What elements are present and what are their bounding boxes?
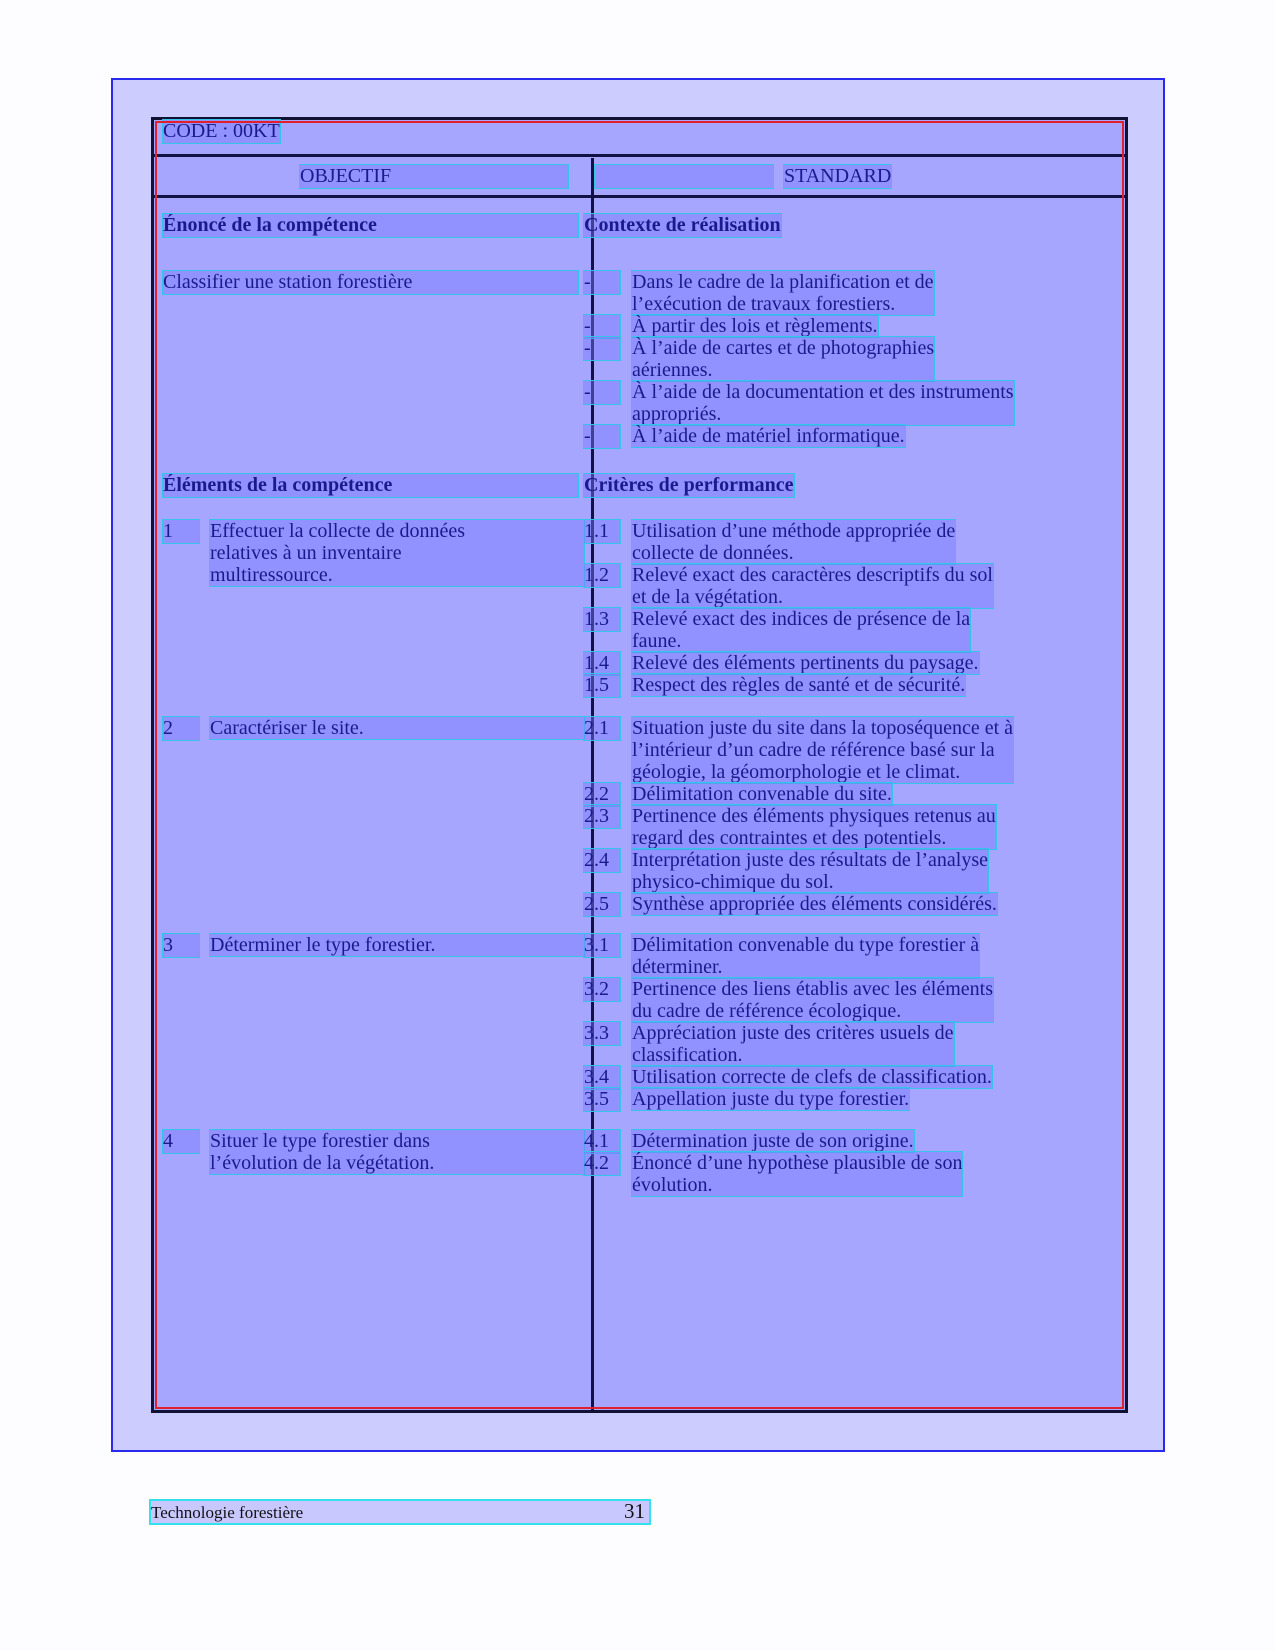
criterion-text: [632, 608, 970, 652]
criterion-number: 3.2: [584, 978, 620, 1001]
criterion-text: [632, 652, 979, 674]
criterion-text: [632, 1022, 954, 1066]
criterion-number: 1.2: [584, 564, 620, 587]
criterion-text: [632, 1130, 914, 1152]
context-item: [632, 381, 1014, 425]
criterion-text: [632, 1066, 992, 1088]
element-text: [210, 1130, 584, 1174]
context-bullet: -: [584, 271, 620, 294]
criterion-text: [632, 978, 993, 1022]
context-bullet: -: [584, 425, 620, 448]
criterion-number: 2.1: [584, 717, 620, 740]
text-line: Utilisation d’une méthode appropriée de: [632, 520, 956, 542]
header-divider-top: [154, 154, 1125, 157]
context-item: [632, 271, 934, 315]
context-item: [632, 315, 878, 337]
text-line: classification.: [632, 1044, 743, 1066]
text-line: faune.: [632, 630, 682, 652]
text-line: À l’aide de la documentation et des instruments: [632, 381, 1014, 403]
text-line: regard des contraintes et des potentiels.: [632, 827, 947, 849]
text-line: Interprétation juste des résultats de l’analyse: [632, 849, 988, 871]
competence-statement-title: Énoncé de la compétence: [163, 214, 578, 237]
criterion-number: 1.1: [584, 520, 620, 543]
criteria-title: Critères de performance: [584, 474, 794, 496]
criterion-number: 2.5: [584, 893, 620, 916]
criterion-number: 3.4: [584, 1066, 620, 1089]
header-divider-bottom: [154, 195, 1125, 198]
element-text: [210, 717, 584, 739]
text-line: Appréciation juste des critères usuels de: [632, 1022, 954, 1044]
text-line: Situer le type forestier dans: [210, 1130, 430, 1152]
criterion-text: [632, 1088, 909, 1110]
elements-title: Éléments de la compétence: [163, 474, 578, 497]
header-highlight-bar: [595, 165, 773, 188]
text-line: Dans le cadre de la planification et de: [632, 271, 934, 293]
criterion-number: 4.2: [584, 1152, 620, 1175]
text-line: Déterminer le type forestier.: [210, 934, 436, 956]
column-header-standard: STANDARD: [784, 165, 892, 187]
text-line: appropriés.: [632, 403, 722, 425]
text-line: physico-chimique du sol.: [632, 871, 834, 893]
criterion-number: 3.5: [584, 1088, 620, 1111]
element-number: 3: [163, 934, 199, 957]
text-line: l’évolution de la végétation.: [210, 1152, 435, 1174]
text-line: Effectuer la collecte de données: [210, 520, 466, 542]
text-line: Appellation juste du type forestier.: [632, 1088, 910, 1110]
competence-statement: Classifier une station forestière: [163, 271, 578, 294]
text-line: Caractériser le site.: [210, 717, 364, 739]
criterion-number: 3.1: [584, 934, 620, 957]
text-line: Relevé exact des indices de présence de la: [632, 608, 971, 630]
text-line: Délimitation convenable du type forestier à: [632, 934, 980, 956]
text-line: À l’aide de cartes et de photographies: [632, 337, 935, 359]
text-line: aériennes.: [632, 359, 713, 381]
context-item: [632, 425, 905, 447]
context-bullet: -: [584, 381, 620, 404]
text-line: Synthèse appropriée des éléments considérés.: [632, 893, 997, 915]
criterion-text: [632, 893, 997, 915]
text-line: Situation juste du site dans la toposéquence et à: [632, 717, 1014, 739]
text-line: évolution.: [632, 1174, 713, 1196]
text-line: l’intérieur d’un cadre de référence basé sur la: [632, 739, 995, 761]
text-line: À l’aide de matériel informatique.: [632, 425, 905, 447]
text-line: Pertinence des liens établis avec les éléments: [632, 978, 993, 1000]
text-line: multiressource.: [210, 564, 333, 586]
criterion-text: [632, 849, 988, 893]
text-line: Pertinence des éléments physiques retenus au: [632, 805, 996, 827]
context-bullet: -: [584, 337, 620, 360]
text-line: du cadre de référence écologique.: [632, 1000, 902, 1022]
text-line: relatives à un inventaire: [210, 542, 402, 564]
criterion-number: 1.3: [584, 608, 620, 631]
element-number: 2: [163, 717, 199, 740]
text-line: Relevé exact des caractères descriptifs du sol: [632, 564, 993, 586]
criterion-number: 2.3: [584, 805, 620, 828]
element-number: 1: [163, 520, 199, 543]
text-line: Relevé des éléments pertinents du paysage.: [632, 652, 979, 674]
text-line: déterminer.: [632, 956, 723, 978]
criterion-number: 2.4: [584, 849, 620, 872]
footer-title: Technologie forestière: [151, 1503, 304, 1522]
criterion-number: 3.3: [584, 1022, 620, 1045]
text-line: et de la végétation.: [632, 586, 784, 608]
context-bullet: -: [584, 315, 620, 338]
text-line: Respect des règles de santé et de sécurité.: [632, 674, 966, 696]
criterion-text: [632, 783, 892, 805]
text-line: l’exécution de travaux forestiers.: [632, 293, 896, 315]
text-line: À partir des lois et règlements.: [632, 315, 878, 337]
page-number: 31: [624, 1499, 645, 1523]
criterion-text: [632, 520, 955, 564]
column-header-objectif: OBJECTIF: [300, 165, 568, 188]
text-line: Utilisation correcte de clefs de classification.: [632, 1066, 992, 1088]
criterion-number: 4.1: [584, 1130, 620, 1153]
text-line: collecte de données.: [632, 542, 794, 564]
criterion-text: [632, 564, 993, 608]
criterion-text: [632, 1152, 962, 1196]
criterion-number: 1.5: [584, 674, 620, 697]
element-text: [210, 934, 584, 956]
criterion-text: [632, 717, 1013, 783]
criterion-text: [632, 934, 979, 978]
criterion-number: 2.2: [584, 783, 620, 806]
text-line: Énoncé d’une hypothèse plausible de son: [632, 1152, 963, 1174]
context-title: Contexte de réalisation: [584, 214, 781, 236]
criterion-text: [632, 805, 996, 849]
element-number: 4: [163, 1130, 199, 1153]
text-line: Délimitation convenable du site.: [632, 783, 892, 805]
code-label: CODE : 00KT: [163, 120, 280, 142]
competence-table: [151, 117, 1128, 1413]
criterion-text: [632, 674, 965, 696]
criterion-number: 1.4: [584, 652, 620, 675]
page-footer: [151, 1501, 649, 1523]
context-item: [632, 337, 934, 381]
text-line: Détermination juste de son origine.: [632, 1130, 914, 1152]
text-line: géologie, la géomorphologie et le climat.: [632, 761, 961, 783]
element-text: [210, 520, 584, 586]
